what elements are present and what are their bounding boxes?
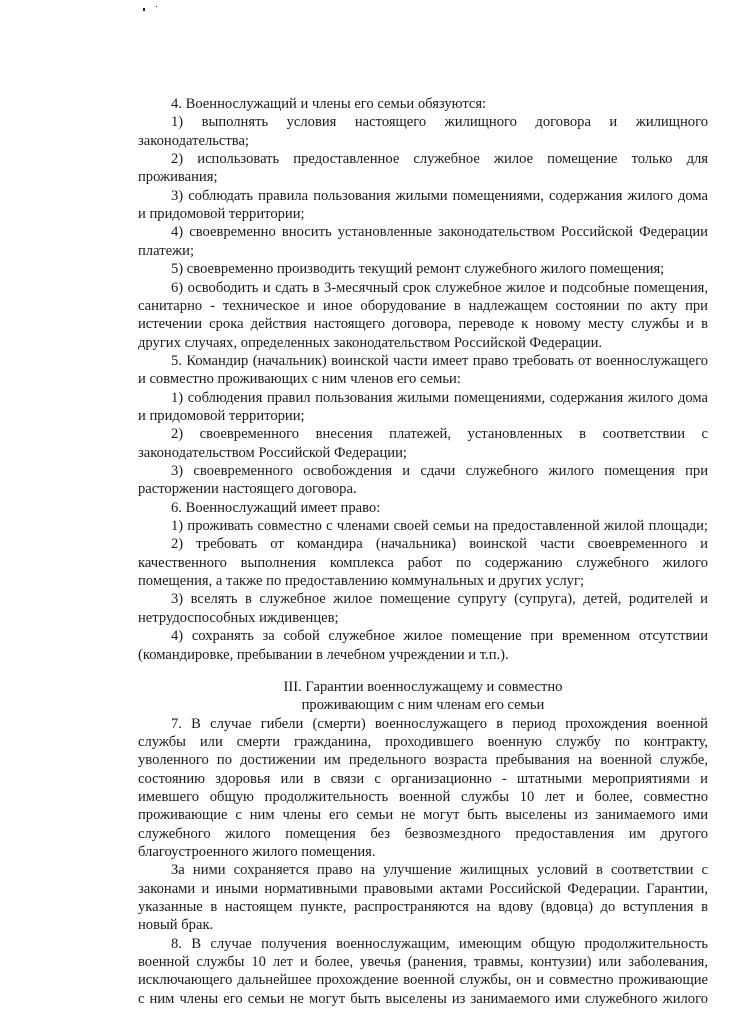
- text-line: 5) своевременно производить текущий ремонт служебного жилого помещения;: [171, 261, 665, 278]
- text-line: 6) освободить и сдать в 3-месячный срок служебное жилое и подсобные помещения,: [171, 279, 708, 296]
- text-line: с ним члены его семьи не могут быть выселены из занимаемого ими служебного жилого: [138, 990, 708, 1007]
- text-line: новый брак.: [138, 917, 214, 934]
- text-line: 1) проживать совместно с членами своей семьи на предоставленной жилой площади;: [171, 518, 708, 535]
- text-line: 3) вселять в служебное жилое помещение супругу (супруга), детей, родителей и: [171, 591, 708, 608]
- text-line: исключающего дальнейшее прохождение военной службы, он и совместно проживающие: [138, 972, 708, 989]
- text-line: 1) соблюдения правил пользования жилыми помещениями, содержания жилого дома: [171, 389, 708, 406]
- text-line: 4. Военнослужащий и члены его семьи обязуются:: [171, 96, 487, 112]
- text-line: санитарно - техническое и иное оборудование в надлежащем состоянии по акту при: [138, 297, 708, 314]
- text-line: военной службы 10 лет и более, увечья (ранения, травмы, контузии) или заболевания,: [138, 954, 708, 971]
- text-line: 2) использовать предоставленное служебное жилое помещение только для: [171, 151, 708, 168]
- text-line: качественного выполнения комплекса работ по содержанию служебного жилого: [138, 554, 708, 571]
- text-line: 6. Военнослужащий имеет право:: [171, 499, 381, 516]
- text-line: служебного жилого помещения без безвозмездного предоставления им другого: [138, 825, 708, 842]
- text-line: 8. В случае получения военнослужащим, имеющим общую продолжительность: [171, 935, 708, 952]
- scan-speck: [143, 8, 145, 11]
- text-line: 4) сохранять за собой служебное жилое помещение при временном отсутствии: [171, 628, 708, 645]
- text-line: и придомовой территории;: [138, 206, 305, 223]
- section-heading: проживающим с ним членам его семьи: [301, 697, 545, 714]
- text-line: платежи;: [138, 242, 194, 259]
- text-line: состоянию здоровья или в связи с организационно - штатными мероприятиями и: [138, 770, 708, 787]
- text-line: 2) требовать от командира (начальника) воинской части своевременного и: [171, 536, 708, 553]
- text-line: и совместно проживающих с ним членов его семьи:: [138, 371, 461, 388]
- text-line: законами и иными нормативными правовыми актами Российской Федерации. Гарантии,: [138, 880, 708, 897]
- text-line: 5. Командир (начальник) воинской части имеет право требовать от военнослужащего: [171, 352, 708, 369]
- text-line: 7. В случае гибели (смерти) военнослужащего в период прохождения военной: [171, 715, 708, 732]
- text-line: службы или смерти гражданина, проходившего военную службу по контракту,: [138, 733, 708, 750]
- text-line: указанные в настоящем пункте, распространяются на вдову (вдовца) до вступления в: [138, 899, 708, 916]
- text-line: 1) выполнять условия настоящего жилищного договора и жилищного: [171, 114, 708, 131]
- text-line: законодательства;: [138, 132, 249, 149]
- text-line: помещения, а также по предоставлению коммунальных и других услуг;: [138, 573, 584, 590]
- text-line: нетрудоспособных иждивенцев;: [138, 609, 339, 626]
- text-line: благоустроенного жилого помещения.: [138, 844, 376, 860]
- scan-speck: [156, 6, 157, 7]
- text-line: 3) соблюдать правила пользования жилыми помещениями, содержания жилого дома: [171, 187, 708, 204]
- text-line: имевшего общую продолжительность военной службы 10 лет и более, совместно: [138, 788, 708, 805]
- text-line: 2) своевременного внесения платежей, установленных в соответствии с: [171, 426, 708, 443]
- text-line: 3) своевременного освобождения и сдачи служебного жилого помещения при: [171, 463, 708, 479]
- text-line: расторжении настоящего договора.: [138, 481, 357, 498]
- section-heading: III. Гарантии военнослужащему и совместно: [283, 678, 563, 695]
- text-line: законодательством Российской Федерации;: [138, 444, 407, 461]
- text-line: и придомовой территории;: [138, 407, 305, 424]
- text-line: За ними сохраняется право на улучшение жилищных условий в соответствии с: [171, 862, 708, 879]
- text-line: уволенного по достижении им предельного возраста пребывания на военной службе,: [138, 752, 708, 769]
- text-line: 4) своевременно вносить установленные законодательством Российской Федерации: [171, 224, 708, 241]
- text-line: проживающие с ним члены его семьи не могут быть выселены из занимаемого ими: [138, 807, 708, 824]
- text-line: других случаях, определенных законодательством Российской Федерации.: [138, 334, 603, 351]
- text-line: (командировке, пребывании в лечебном учреждении и т.п.).: [138, 646, 509, 663]
- text-line: проживания;: [138, 169, 218, 186]
- text-line: истечении срока действия настоящего договора, переводе к новому месту службы и в: [138, 316, 708, 333]
